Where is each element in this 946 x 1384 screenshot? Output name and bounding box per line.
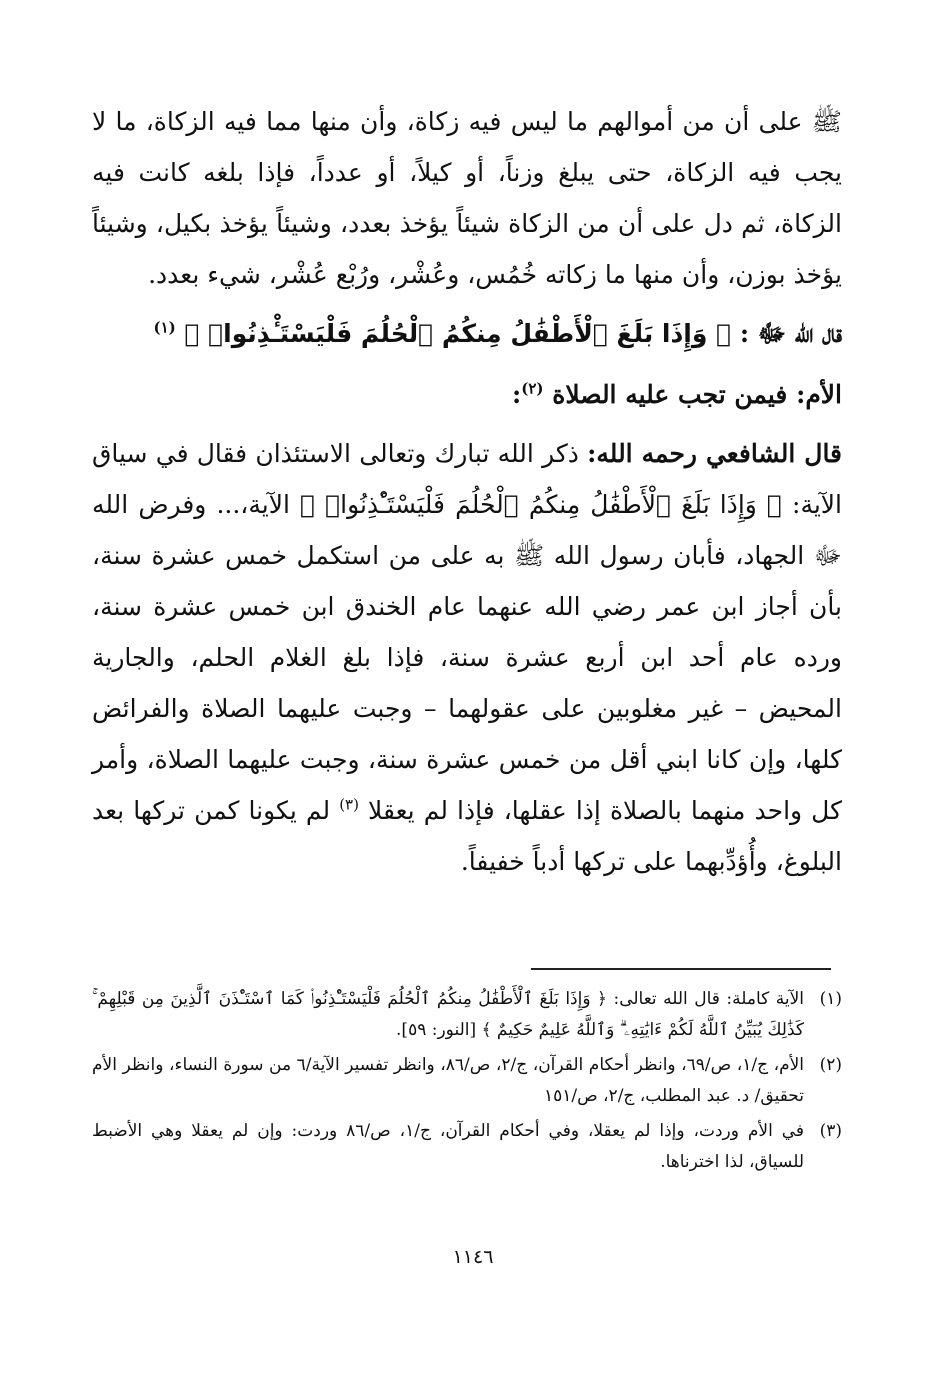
page-number: ١١٤٦ [452,1246,494,1268]
shafii-verse: ﴿ وَإِذَا بَلَغَ ٱلْأَطْفَٰلُ مِنكُمُ ٱلْحُلُمَ فَلْيَسْتَـْٔذِنُوا۟ ﴾ [300,490,782,519]
footnote-item [92,1116,842,1178]
shafii-text-1: ذكر الله تبارك وتعالى الاستئذان فقال في سياق الآية: [92,439,843,519]
footnote-item [92,984,842,1046]
quote-lead: قال الله ﷻ : [739,319,842,348]
shafii-text-2: الآية،... وفرض الله ﷻ الجهاد، فأبان رسول الله ﷺ به على من استكمل خمس عشرة سنة، بأن أجاز ابن عمر رضي الله عنهما عام الخندق ابن خمس عشرة سنة، ورده عام أحد ابن أربع عشرة سنة، فإذا بلغ الغلام الحلم، والجارية المحيض – غير مغلوبين على عقولهما – وجبت عليهما الصلاة والفرائض كلها، وإن كانا ابني أقل من خمس عشرة سنة، وجبت عليهما الصلاة، وأمر كل واحد منهما بالصلاة إذا عقلها، فإذا لم يعقلا [92,490,842,825]
footnote-marker-3: (٣) [339,795,359,814]
footnote-divider [531,968,831,970]
quran-quote-line [92,308,842,359]
section-heading [92,369,842,420]
shafii-paragraph [92,428,842,887]
footnote-number: (٣) [819,1121,842,1141]
footnote-text: في الأم وردت، وإذا لم يعقلا، وفي أحكام القرآن، ج/١، ص/٨٦ وردت: وإن لم يعقلا وهي الأضبط للسياق، لذا اخترناها. [92,1121,804,1172]
heading-colon: : [512,380,522,409]
footnote-marker-1: (١) [153,318,176,337]
shafii-lead: قال الشافعي رحمه الله: [587,439,843,468]
main-text [92,96,842,887]
footnotes [92,984,842,1182]
footnote-text: الآية كاملة: قال الله تعالى: ﴿ وَإِذَا بَلَغَ ٱلْأَطْفَٰلُ مِنكُمُ ٱلْحُلُمَ فَلْيَسْتَـْٔذِنُوا۟ كَمَا ٱسْتَـْٔذَنَ ٱلَّذِينَ مِن قَبْلِهِمْ ۚ كَذَٰلِكَ يُبَيِّنُ ٱللَّهُ لَكُمْ ءَايَٰتِهِۦ ۗ وَٱللَّهُ عَلِيمٌ حَكِيمٌ ﴾ [النور: ٥٩]. [92,989,804,1040]
section-heading-text: الأم: فيمن تجب عليه الصلاة [552,380,842,409]
footnote-number: (١) [819,989,842,1009]
footnote-text: الأم، ج/١، ص/٦٩، وانظر أحكام القرآن، ج/٢، ص/٨٦، وانظر تفسير الآية/٦ من سورة النساء، وانظر الأم تحقيق/ د. عبد المطلب، ج/٢، ص/١٥١ [92,1055,805,1106]
footnote-number: (٢) [819,1055,842,1075]
footnote-item [92,1050,842,1112]
quote-verse: ﴿ وَإِذَا بَلَغَ ٱلْأَطْفَٰلُ مِنكُمُ ٱلْحُلُمَ فَلْيَسْتَـْٔذِنُوا۟ ﴾ [184,319,732,348]
shafii-text-3: لم يكونا كمن تركها بعد البلوغ، وأُؤدِّبهما على تركها أدباً خفيفاً. [92,796,842,876]
footnote-marker-2: (٢) [521,379,544,398]
opening-paragraph: ﷺ على أن من أموالهم ما ليس فيه زكاة، وأن منها مما فيه الزكاة، ما لا يجب فيه الزكاة، حتى يبلغ وزناً، أو كيلاً، أو عدداً، فإذا بلغه كانت فيه الزكاة، ثم دل على أن من الزكاة شيئاً يؤخذ بعدد، وشيئاً يؤخذ بكيل، وشيئاً يؤخذ بوزن، وأن منها ما زكاته خُمُس، وعُشْر، ورُبْع عُشْر، شيء بعدد. [92,107,842,289]
